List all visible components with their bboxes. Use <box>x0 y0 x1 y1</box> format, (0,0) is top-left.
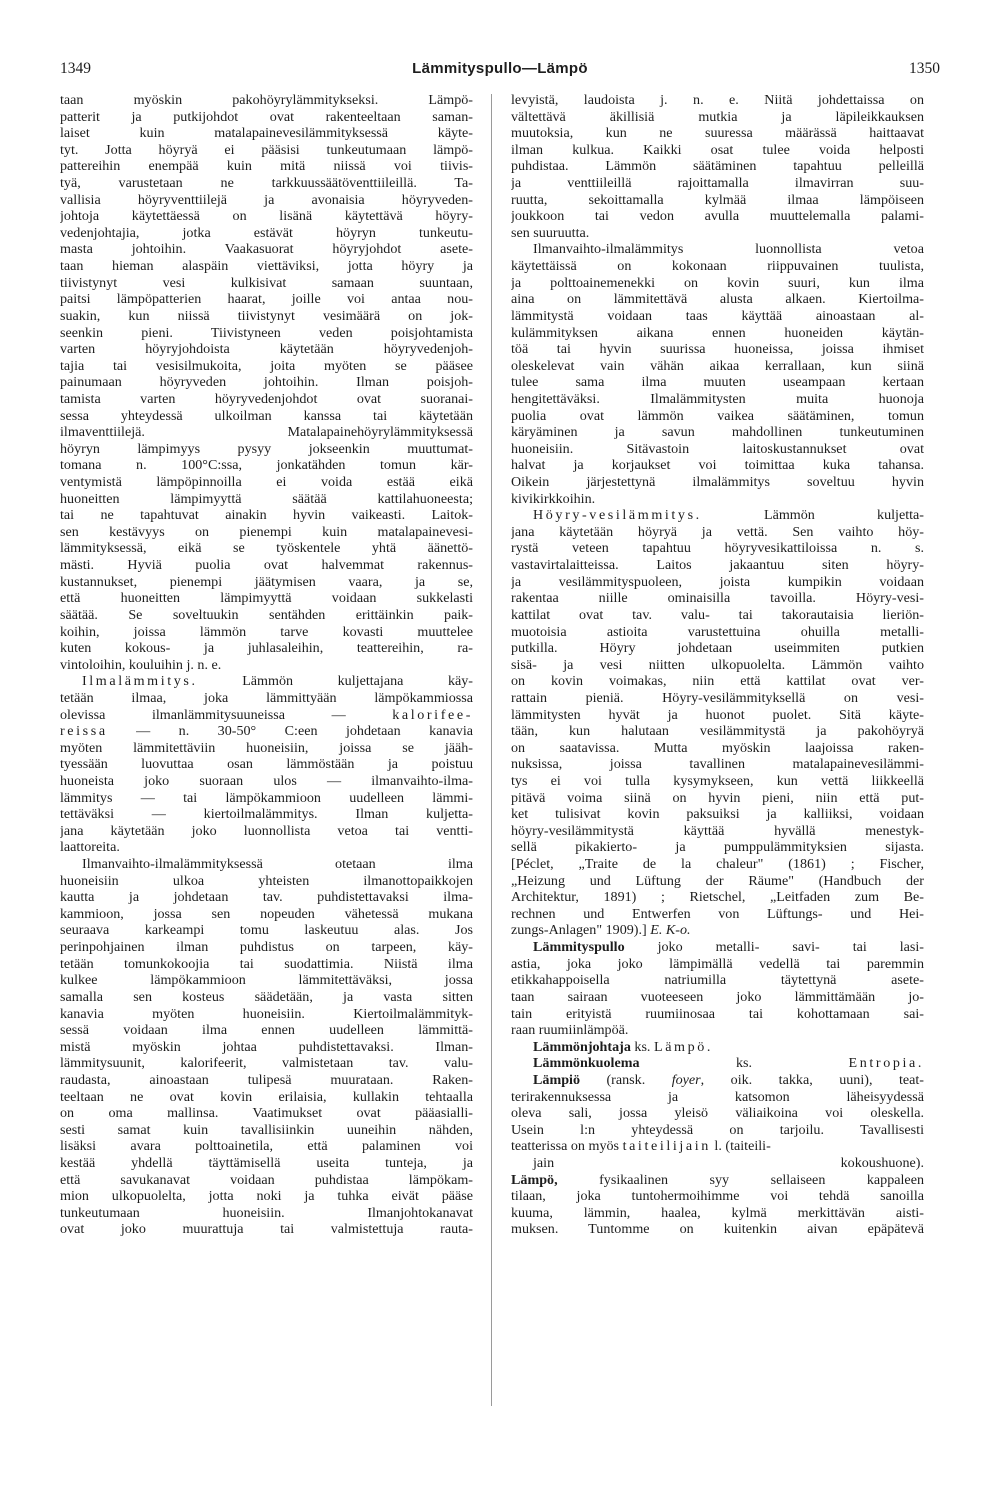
text-line: ja polttoainemenekki on kovin suuri, kun ilma <box>511 274 924 291</box>
left-text-column <box>60 92 473 1238</box>
running-title: Lämmityspullo—Lämpö <box>412 60 588 77</box>
text-line: [Péclet, „Traite de la chaleur" (1861) ; Fischer, <box>511 856 924 873</box>
text-line: kautta ja johdetaan tav. puhdistettavaksi ilma- <box>60 889 473 906</box>
text-line: kattilat ovat tav. valu- tai takorautaisia lieriön- <box>511 606 924 623</box>
text-line: lämmitysuunit, kalorifeerit, valmistetaan tav. valu- <box>60 1055 473 1072</box>
text-line: säätää. Se soveltuukin sentähden erittäinkin paik- <box>60 606 473 623</box>
text-line: patterit ja putkijohdot ovat rakenteeltaan saman- <box>60 108 473 125</box>
text-line: johtoja käytettäessä on lisänä käytettävä höyry- <box>60 208 473 225</box>
text-line: tettäväksi — kiertoilmalämmitys. Ilman kuljetta- <box>60 806 473 823</box>
text-line: vedenjohtajia, jotka estävät höyryn tunkeutu- <box>60 224 473 241</box>
text-line: teeltaan ne ovat kovin erilaisia, kullakin tehtaalla <box>60 1088 473 1105</box>
text-line: Lämmönjohtaja ks. Lämpö. <box>533 1038 714 1055</box>
text-line: Oikein järjestettynä ilmalämmitys soveltuu hyvin <box>511 474 924 491</box>
text-line: hengitettäväksi. Ilmalämmitysten muita huonoja <box>511 390 924 407</box>
text-line: mistä myöskin johtaa puhdistettavaksi. Ilman- <box>60 1038 473 1055</box>
text-line: Ilmanvaihto-ilmalämmitys luonnollista vetoa <box>533 241 924 258</box>
text-line: raan ruumiinlämpöä. <box>511 1022 629 1039</box>
text-line: reissa — n. 30-50° C:een johdetaan kanavia <box>60 723 473 740</box>
text-line: terirakennuksessa ja katsomon läheisyydessä <box>511 1088 924 1105</box>
text-line: muksen. Tuntomme on kuitenkin aivan epäpätevä <box>511 1221 924 1238</box>
text-line: lämmitysten hyvät ja huonot puolet. Sitä käyte- <box>511 706 924 723</box>
text-line: kestää yhdellä täyttämisellä useita tunteja, ja <box>60 1155 473 1171</box>
text-line: kuten kokous- ja juhlasaleihin, teattereihin, ra- <box>60 640 473 657</box>
text-line: ja venttiileillä rajoittamalla ilmavirran suu- <box>511 175 924 192</box>
text-line: lämmitystä voidaan taas käyttää ainoastaan al- <box>511 307 924 324</box>
text-line: tyessään luovuttaa osan lämmöstään ja poistuu <box>60 756 473 773</box>
text-line: käryäminen ja savun mahdollinen tunkeutuminen <box>511 424 924 441</box>
text-line: zungs-Anlagen" 1909).] E. K-o. <box>511 922 691 939</box>
text-line: halvat ja korjaukset voi toimittaa kuka tahansa. <box>511 457 924 474</box>
text-line: vallisia höyryventtiilejä ja avonaisia höyryveden- <box>60 191 473 208</box>
text-line: höyryn lämpimyys pysyy jokseenkin muuttumat- <box>60 440 473 457</box>
text-line: nuksissa, joissa tavallinen matalapainevesilämmi- <box>511 756 924 773</box>
text-line: huoneisiin ulkoa yhteisten ilmanottopaikkojen <box>60 872 473 889</box>
text-line: lämmityksessä, eikä se työskentele yhtä äänettö- <box>60 540 473 557</box>
text-line: ovat joko muurattuja tai valmistettuja rauta- <box>60 1221 473 1238</box>
text-line: puolia ovat lämmön vaikea säätäminen, tomun <box>511 407 924 424</box>
text-line: tään, kun halutaan vesilämmitystä ja pakohöyryä <box>511 723 924 740</box>
text-line: teatterissa on myös taiteilijain l. (taiteili- <box>511 1138 771 1155</box>
text-line: rakentaa niille ominaisilla tavoilla. Höyry-vesi- <box>511 590 924 607</box>
text-line: lisäksi avara polttoainetila, että palaminen voi <box>60 1138 473 1155</box>
text-line: putkilla. Höyry johdetaan useimmiten putkien <box>511 640 924 657</box>
text-line: ilmaventtiilejä. Matalapainehöyrylämmityksessä <box>60 424 473 441</box>
text-line: ja vesilämmityspuoleen, joista kumpikin voidaan <box>511 573 924 590</box>
text-line: astia, joka joko lämpimällä vedellä tai paremmin <box>511 955 924 972</box>
text-line: varten höyryjohdoista käytetään höyryvedenjoh- <box>60 341 473 358</box>
text-line: perinpohjainen ilman puhdistus on tarpeen, käy- <box>60 939 473 956</box>
text-line: tetään ilmaa, joka lämmittyään lämpökammiossa <box>60 689 473 706</box>
text-line: että huoneitten lämpimyyttä voidaan sukkelasti <box>60 590 473 607</box>
text-line: tulee sama ilma muuten useampaan kertaan <box>511 374 924 391</box>
text-line: tetään tomunkokoojia tai suodattimia. Niistä ilma <box>60 955 473 972</box>
text-line: tajia tai vesisilmukoita, joita myöten se pääsee <box>60 357 473 374</box>
text-line: joukkoon tai vedon avulla muuttelemalla palami- <box>511 208 924 225</box>
text-line: Ilmanvaihto-ilmalämmityksessä otetaan ilma <box>82 856 473 873</box>
text-line: painumaan höyryveden johtoihin. Ilman poisjoh- <box>60 374 473 391</box>
text-line: aina on lämmitettävä alusta alkaen. Kiertoilma- <box>511 291 924 308</box>
text-line: Usein l:n yhteydessä on tarjoilu. Tavallisesti <box>511 1121 924 1138</box>
page-number-left: 1349 <box>60 60 91 77</box>
text-line: sellä pikakierto- ja pumppulämmityksien sijasta. <box>511 839 924 856</box>
text-line: töä tai hyvin suurissa huoneissa, joissa ihmiset <box>511 341 924 358</box>
text-line: ket tulisivat kovin paksuiksi ja kalliiksi, voidaan <box>511 806 924 823</box>
text-line: ventymistä lämpöpinnoilla ei voida estää eikä <box>60 474 473 491</box>
text-line: samalla sen kosteus säädetään, ja vasta sitten <box>60 988 473 1005</box>
text-line: Lämmönkuolema ks. Entropia. <box>533 1055 924 1072</box>
right-text-column <box>511 92 924 1238</box>
text-line: oleva sali, jossa yleisö väliaikoina voi oleskella. <box>511 1105 924 1122</box>
text-line: mästi. Hyviä puolia ovat halvemmat rakennus- <box>60 557 473 574</box>
text-line: huoneista joko suoraan ulos — ilmanvaihto-ilma- <box>60 772 473 789</box>
text-line: kulämmityksen aikana ennen huoneiden käytän- <box>511 324 924 341</box>
text-line: kivikirkkoihin. <box>511 490 596 507</box>
text-line: tunkeutumaan huoneisiin. Ilmanjohtokanavat <box>60 1204 473 1221</box>
text-line: tyt. Jotta höyryä ei pääsisi tunkeutumaan lämpö- <box>60 141 473 158</box>
text-line: jana käytetään joko luonnollista vetoa tai ventti- <box>60 822 473 839</box>
text-line: kanavia myöten huoneisiin. Kiertoilmalämmityk- <box>60 1005 473 1022</box>
text-line: Lämmityspullo joko metalli- savi- tai lasi- <box>533 939 924 956</box>
text-line: kustannukset, pienempi jäätymisen vaara, ja se, <box>60 573 473 590</box>
text-line: muutoksia, kun ne suuressa määrässä haittaavat <box>511 125 924 142</box>
text-line: Höyry-vesilämmitys. Lämmön kuljetta- <box>533 507 924 524</box>
text-line: etikkahappoisella natriumilla täytettynä asete- <box>511 972 924 989</box>
text-line: laiset kuin matalapainevesilämmityksessä käyte- <box>60 125 473 142</box>
text-line: Lämpö, fysikaalinen syy sellaiseen kappaleen <box>511 1171 924 1188</box>
text-line: taan hieman alaspäin viettäviksi, jotta höyry ja <box>60 258 473 275</box>
text-line: myöten lämmitettäviin huoneisiin, joissa se jääh- <box>60 739 473 756</box>
text-line: on kovin voimakas, niin että kattilat ovat ver- <box>511 673 924 690</box>
text-line: laattoreita. <box>60 839 120 856</box>
text-line: tamista varten höyryvedenjohdot ovat suoranai- <box>60 390 473 407</box>
column-divider <box>491 94 492 1406</box>
text-line: huoneisiin. Sitävastoin laitoskustannukset ovat <box>511 440 924 457</box>
text-line: suakin, kun niissä tiivistynyt vesimäärä on jok- <box>60 307 473 324</box>
text-line: rechnen und Entwerfen von Lüftungs- und Hei- <box>511 905 924 922</box>
text-line: jana käytetään höyryä ja vettä. Sen vaihto höy- <box>511 523 924 540</box>
text-line: että savukanavat voidaan puhdistaa lämpökam- <box>60 1171 473 1188</box>
text-line: vastavirtalaitteissa. Laitos jakaantuu siten höyry- <box>511 557 924 574</box>
text-line: „Heizung und Lüftung der Räume" (Handbuch der <box>511 872 924 889</box>
text-line: on oma mallinsa. Vaatimukset ovat pääasialli- <box>60 1105 473 1122</box>
text-line: rattain pieniä. Höyry-vesilämmityksellä on vesi- <box>511 689 924 706</box>
text-line: rystä veteen tapahtuu höyryvesikattiloissa n. s. <box>511 540 924 557</box>
text-line: paitsi lämpöpatterien haarat, joille voi antaa nou- <box>60 291 473 308</box>
text-line: sisä- ja vesi niitten ulkopuolelta. Lämmön vaihto <box>511 656 924 673</box>
text-line: lämmitys — tai lämpökammioon uudelleen lämmi- <box>60 789 473 806</box>
text-line: puhdistaa. Lämmön säätäminen tapahtuu pelleillä <box>511 158 924 175</box>
text-line: tain erityistä ruumiinosaa tai kohottamaan sai- <box>511 1005 924 1022</box>
text-line: tilaan, joka tuntohermoihimme voi tehdä sanoilla <box>511 1188 924 1205</box>
text-line: mion ulkopuolelta, jotta noki ja tuhka eivät pääse <box>60 1188 473 1205</box>
text-line: jain kokoushuone). <box>533 1155 924 1171</box>
text-line: olevissa ilmanlämmitysuuneissa — kalorifee- <box>60 706 473 723</box>
text-line: pitävä voima siinä on hyvin pieni, niin että put- <box>511 789 924 806</box>
text-line: kammioon, jossa sen nopeuden vähetessä mukana <box>60 905 473 922</box>
text-line: höyry-vesilämmitystä käyttää hyvällä menestyk- <box>511 822 924 839</box>
page-header <box>60 60 940 84</box>
text-line: oleskelevat vain vähän aikaa kerrallaan, kun siinä <box>511 357 924 374</box>
text-line: ilman kulkua. Kaikki osat tulee voida helposti <box>511 141 924 158</box>
text-line: levyistä, laudoista j. n. e. Niitä johdettaissa on <box>511 92 924 108</box>
text-line: tomana n. 100°C:ssa, jonkatähden tomun kär- <box>60 457 473 474</box>
text-line: seenkin pieni. Tiivistyneen veden poisjohtamista <box>60 324 473 341</box>
text-line: tai ne tapahtuvat ainakin hyvin vaikeasti. Laitok- <box>60 507 473 524</box>
text-line: muotoisia astioita varustettuina ohuilla metalli- <box>511 623 924 640</box>
text-line: sesti samat kuin tavallisiinkin uuneihin nähden, <box>60 1121 473 1138</box>
text-line: ruutta, sekoittamalla kylmää ilmaa lämpöiseen <box>511 191 924 208</box>
text-line: raudasta, ainoastaan tulipesä muurataan. Raken- <box>60 1071 473 1088</box>
text-line: tyä, varustetaan ne tarkkuussäätöventtiileillä. Ta- <box>60 175 473 192</box>
text-line: kulkee lämpökammioon lämmitettäväksi, jossa <box>60 972 473 989</box>
text-line: tys ei voi tulla kysymykseen, kun vettä liikkeellä <box>511 772 924 789</box>
text-line: pattereihin enempää kuin mitä niissä voi tiivis- <box>60 158 473 175</box>
text-line: huoneitten lämpimyyttä säätää kattilahuoneesta; <box>60 490 473 507</box>
text-line: sessä voidaan ilma ennen uudelleen lämmittä- <box>60 1022 473 1039</box>
text-line: masta johtoihin. Vaakasuorat höyryjohdot asete- <box>60 241 473 258</box>
page-number-right: 1350 <box>909 60 940 77</box>
text-line: Architektur, 1891) ; Rietschel, „Leitfaden zum Be- <box>511 889 924 906</box>
text-line: kuuma, lämmin, haalea, kylmä merkittävän aisti- <box>511 1204 924 1221</box>
text-line: taan myöskin pakohöyrylämmitykseksi. Lämpö- <box>60 92 473 108</box>
text-line: sen suuruutta. <box>511 224 590 241</box>
text-line: sen kestävyys on pienempi kuin matalapainevesi- <box>60 523 473 540</box>
text-line: tiivistynyt vesi kulkisivat samaan suuntaan, <box>60 274 473 291</box>
text-line: taan sairaan vuoteeseen joko lämmittämään jo- <box>511 988 924 1005</box>
text-line: vintoloihin, kouluihin j. n. e. <box>60 656 222 673</box>
text-line: on saatavissa. Mutta myöskin laajoissa raken- <box>511 739 924 756</box>
text-line: Ilmalämmitys. Lämmön kuljettajana käy- <box>82 673 473 690</box>
text-line: koihin, joissa lämmön tarve kovasti muuttelee <box>60 623 473 640</box>
text-line: seuraava karkeampi tomu laskeutuu alas. Jos <box>60 922 473 939</box>
text-line: Lämpiö (ransk. foyer, oik. takka, uuni), teat- <box>533 1071 924 1088</box>
text-line: sessa yhteydessä ulkoilman kanssa tai käytetään <box>60 407 473 424</box>
text-line: käytettäissä on kokonaan riippuvainen tuulista, <box>511 258 924 275</box>
text-line: vältettävä äkillisiä mutkia ja läpileikkauksen <box>511 108 924 125</box>
